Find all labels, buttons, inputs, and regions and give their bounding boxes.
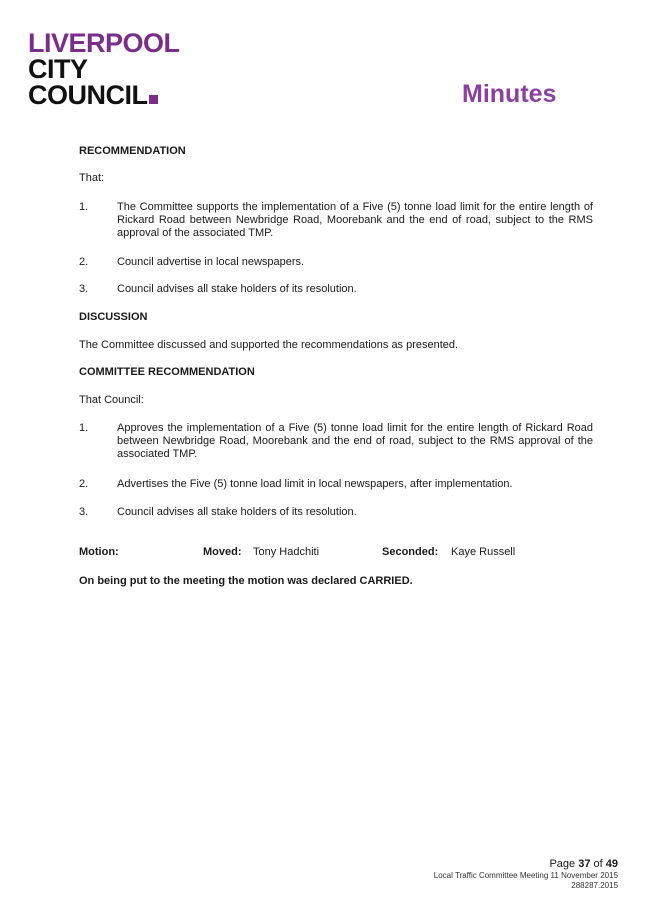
page-total: 49 <box>605 858 618 870</box>
item-number: 3. <box>79 283 89 295</box>
logo-square-icon <box>149 95 158 104</box>
page-footer <box>434 858 618 891</box>
item-text: Council advises all stake holders of its resolution. <box>117 506 357 518</box>
motion-label: Motion: <box>79 546 119 558</box>
discussion-heading: DISCUSSION <box>79 311 148 323</box>
logo-line-3-text: COUNCIL <box>28 80 148 110</box>
committee-recommendation-heading: COMMITTEE RECOMMENDATION <box>79 366 255 378</box>
page-title: Minutes <box>462 80 557 108</box>
moved-label: Moved: <box>203 546 242 558</box>
moved-by: Tony Hadchiti <box>253 546 320 558</box>
recommendation-heading: RECOMMENDATION <box>79 145 186 157</box>
seconded-label: Seconded: <box>382 546 439 558</box>
page-prefix: Page <box>549 858 579 870</box>
recommendation-intro: That: <box>79 172 105 184</box>
item-text: Approves the implementation of a Five (5) tonne load limit for the entire length of Rickard Road between Newbridge Road, Moorebank and the end of road, subject to the RMS approval of the associated TMP. <box>117 422 593 460</box>
item-number: 2. <box>79 478 89 490</box>
item-number: 1. <box>79 422 89 434</box>
meeting-reference: Local Traffic Committee Meeting 11 November 2015 <box>433 871 618 880</box>
motion-result: On being put to the meeting the motion was declared CARRIED. <box>79 575 413 587</box>
logo-line-1: LIVERPOOL <box>28 28 180 58</box>
item-number: 2. <box>79 256 89 268</box>
page-of: of <box>590 858 606 870</box>
committee-recommendation-intro: That Council: <box>79 394 144 406</box>
seconded-by: Kaye Russell <box>451 546 516 558</box>
logo-line-2: CITY <box>28 54 88 84</box>
council-logo <box>28 30 180 108</box>
item-number: 3. <box>79 506 89 518</box>
document-reference: 288287.2015 <box>571 881 618 890</box>
page-number <box>434 858 618 871</box>
logo-line-3 <box>28 82 180 108</box>
item-number: 1. <box>79 201 89 213</box>
item-text: The Committee supports the implementation of a Five (5) tonne load limit for the entire length of Rickard Road between Newbridge Road, Moorebank and the end of road, subject to the RMS approval of the associated TMP. <box>117 201 593 239</box>
item-text: Council advertise in local newspapers. <box>117 256 305 268</box>
discussion-text: The Committee discussed and supported the recommendations as presented. <box>79 339 459 351</box>
item-text: Advertises the Five (5) tonne load limit in local newspapers, after implementation. <box>117 478 513 490</box>
page-current: 37 <box>578 858 591 870</box>
item-text: Council advises all stake holders of its resolution. <box>117 283 357 295</box>
